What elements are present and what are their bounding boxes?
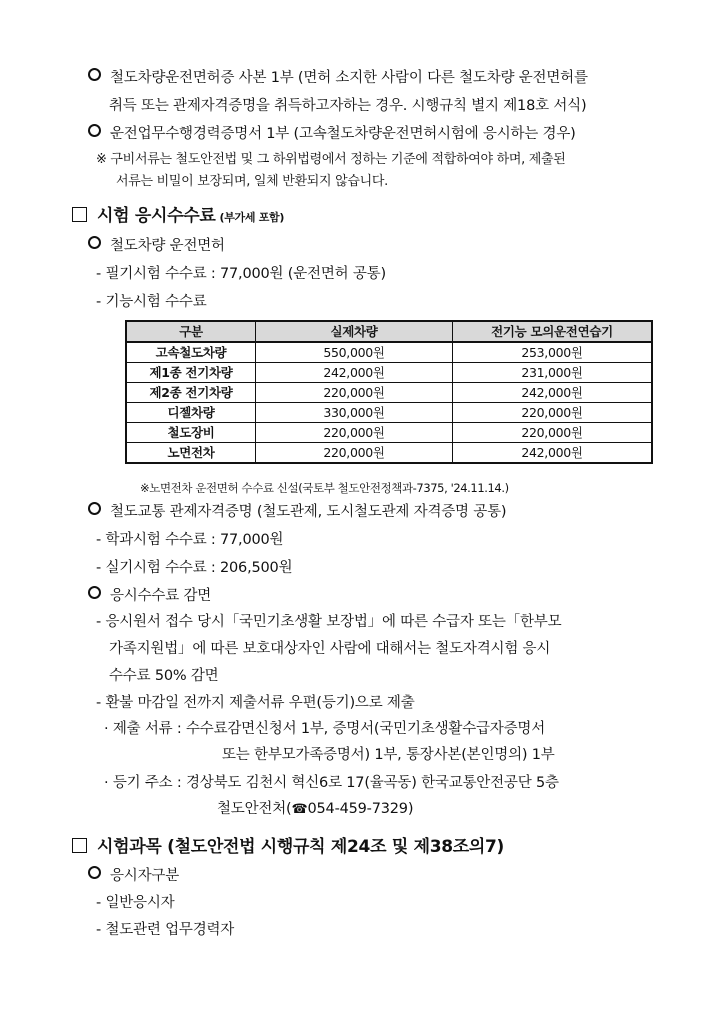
- table-cell-category: 제2종 전기차량: [126, 383, 256, 403]
- table-cell-real-vehicle-fee: 220,000원: [256, 423, 453, 443]
- circle-bullet-icon: [88, 502, 101, 515]
- circle-bullet-icon: [88, 866, 101, 879]
- doc-item-2-line1: 운전업무수행경력증명서 1부 (고속철도차량운전면허시험에 응시하는 경우): [88, 124, 576, 144]
- applicant-experienced: - 철도관련 업무경력자: [96, 922, 235, 938]
- mail-address-line1: · 등기 주소 : 경상북도 김천시 혁신6로 17(율곡동) 한국교통안전공단 5층: [104, 775, 559, 791]
- table-footnote: ※노면전차 운전면허 수수료 신설(국토부 철도안전정책과-7375, '24.11.14.): [140, 481, 509, 495]
- fee-sub-reduction: 응시수수료 감면: [88, 586, 211, 606]
- table-header-row: [126, 321, 652, 342]
- table-cell-real-vehicle-fee: 242,000원: [256, 363, 453, 383]
- submit-docs-line1: · 제출 서류 : 수수료감면신청서 1부, 증명서(국민기초생활수급자증명서: [104, 721, 546, 737]
- table-row: [126, 403, 652, 423]
- table-cell-category: 제1종 전기차량: [126, 363, 256, 383]
- table-cell-category: 철도장비: [126, 423, 256, 443]
- subject-sub-applicant: 응시자구분: [88, 866, 179, 886]
- circle-bullet-icon: [88, 68, 101, 81]
- table-row: [126, 423, 652, 443]
- table-cell-category: 디젤차량: [126, 403, 256, 423]
- fee-sub-control: 철도교통 관제자격증명 (철도관제, 도시철도관제 자격증명 공통): [88, 502, 506, 522]
- reduction-line2: 가족지원법」에 따른 보호대상자인 사람에 대해서는 철도자격시험 응시: [109, 641, 551, 657]
- fee-sub-license: 철도차량 운전면허: [88, 236, 225, 256]
- fee-written-exam: - 필기시험 수수료 : 77,000원 (운전면허 공통): [96, 266, 386, 282]
- circle-bullet-icon: [88, 236, 101, 249]
- applicant-general: - 일반응시자: [96, 895, 175, 911]
- table-cell-simulator-fee: 220,000원: [453, 423, 653, 443]
- doc-note-line1: ※ 구비서류는 철도안전법 및 그 하위법령에서 정하는 기준에 적합하여야 하며, 제출된: [96, 152, 566, 167]
- table-header-category: 구분: [126, 321, 256, 342]
- square-bullet-icon: [72, 838, 87, 853]
- table-row: [126, 363, 652, 383]
- table-cell-real-vehicle-fee: 220,000원: [256, 383, 453, 403]
- table-row: [126, 443, 652, 464]
- table-header-simulator: 전기능 모의운전연습기: [453, 321, 653, 342]
- fee-practical-exam: - 실기시험 수수료 : 206,500원: [96, 560, 293, 576]
- table-cell-category: 고속철도차량: [126, 342, 256, 363]
- section-fee-title: 시험 응시수수료: [97, 206, 216, 226]
- table-cell-simulator-fee: 220,000원: [453, 403, 653, 423]
- table-row: [126, 342, 652, 363]
- mail-address-line2: 철도안전처(☎054-459-7329): [217, 799, 413, 820]
- table-cell-simulator-fee: 242,000원: [453, 383, 653, 403]
- table-header-real-vehicle: 실제차량: [256, 321, 453, 342]
- doc-item-1-line1: 철도차량운전면허증 사본 1부 (면허 소지한 사람이 다른 철도차량 운전면허를: [88, 68, 588, 88]
- section-subject-heading: [72, 837, 504, 857]
- table-cell-category: 노면전차: [126, 443, 256, 464]
- table-cell-simulator-fee: 231,000원: [453, 363, 653, 383]
- circle-bullet-icon: [88, 124, 101, 137]
- skill-exam-fee-table: [125, 320, 653, 464]
- section-subject-title: 시험과목 (철도안전법 시행규칙 제24조 및 제38조의7): [97, 837, 504, 857]
- table-cell-simulator-fee: 253,000원: [453, 342, 653, 363]
- table-cell-simulator-fee: 242,000원: [453, 443, 653, 464]
- reduction-line1: - 응시원서 접수 당시「국민기초생활 보장법」에 따른 수급자 또는「한부모: [96, 614, 562, 630]
- section-fee-note: (부가세 포함): [219, 211, 285, 224]
- table-row: [126, 383, 652, 403]
- table-cell-real-vehicle-fee: 330,000원: [256, 403, 453, 423]
- submit-docs-line2: 또는 한부모가족증명서) 1부, 통장사본(본인명의) 1부: [222, 747, 555, 763]
- table-cell-real-vehicle-fee: 220,000원: [256, 443, 453, 464]
- fee-skill-exam: - 기능시험 수수료: [96, 294, 207, 310]
- circle-bullet-icon: [88, 586, 101, 599]
- square-bullet-icon: [72, 207, 87, 222]
- doc-item-1-line2: 취득 또는 관제자격증명을 취득하고자하는 경우. 시행규칙 별지 제18호 서식): [109, 98, 587, 114]
- table-cell-real-vehicle-fee: 550,000원: [256, 342, 453, 363]
- phone-icon: ☎: [291, 802, 308, 817]
- reduction-line3: 수수료 50% 감면: [109, 668, 219, 684]
- reduction-submit: - 환불 마감일 전까지 제출서류 우편(등기)으로 제출: [96, 695, 415, 711]
- section-fee-heading: [72, 206, 284, 228]
- doc-note-line2: 서류는 비밀이 보장되며, 일체 반환되지 않습니다.: [116, 174, 388, 189]
- fee-theory-exam: - 학과시험 수수료 : 77,000원: [96, 532, 284, 548]
